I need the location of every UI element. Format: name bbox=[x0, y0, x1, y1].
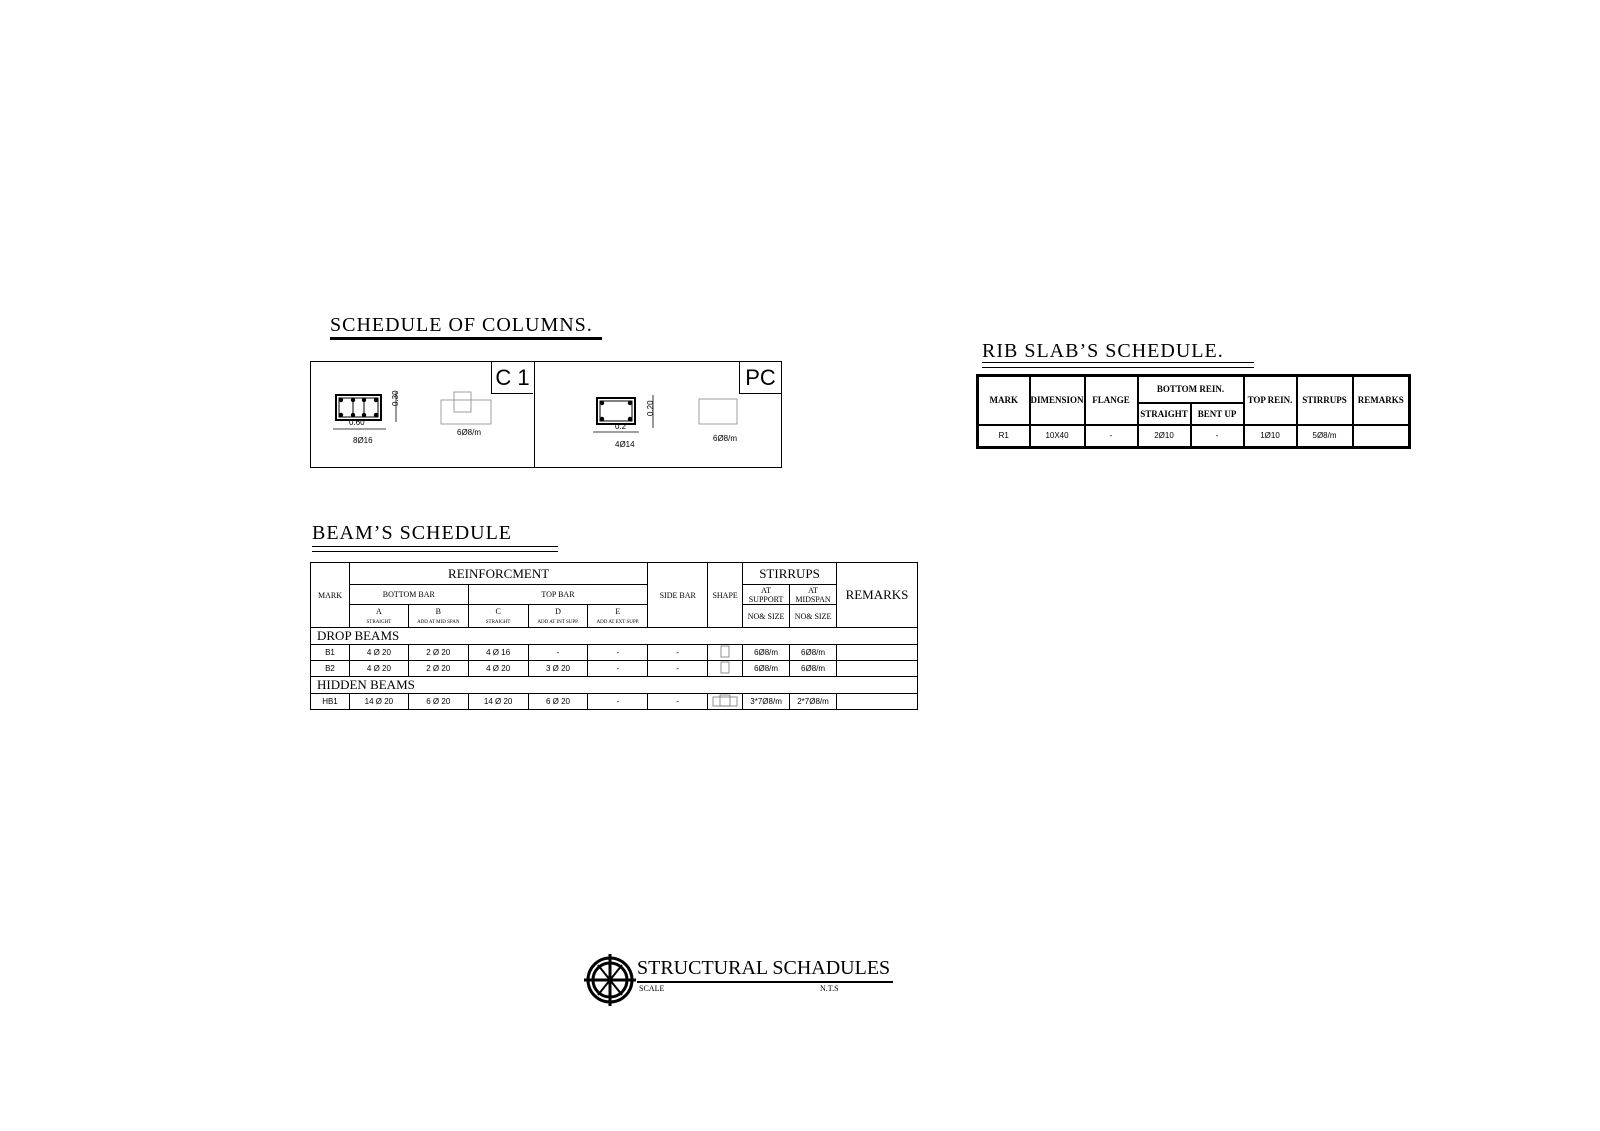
beam-header-c: C bbox=[468, 605, 528, 618]
beam-d: 3 Ø 20 bbox=[528, 661, 588, 677]
beam-header-b: B bbox=[408, 605, 468, 618]
beam-remarks bbox=[837, 645, 918, 661]
beam-header-at-midspan: AT MIDSPAN bbox=[790, 585, 837, 605]
beam-header-e-sub: ADD AT EXT SUPP. bbox=[588, 618, 648, 628]
beam-b: 2 Ø 20 bbox=[408, 645, 468, 661]
table-row bbox=[311, 661, 918, 677]
beam-header-at-support: AT SUPPORT bbox=[743, 585, 790, 605]
beam-header-mark: MARK bbox=[311, 563, 350, 628]
beam-shape bbox=[708, 661, 743, 677]
beam-a: 14 Ø 20 bbox=[349, 694, 408, 710]
rib-dimension: 10X40 bbox=[1030, 425, 1085, 448]
beam-b: 6 Ø 20 bbox=[408, 694, 468, 710]
beam-shape-drawing bbox=[719, 645, 731, 658]
beam-b: 2 Ø 20 bbox=[408, 661, 468, 677]
beam-midspan: 2*7Ø8/m bbox=[790, 694, 837, 710]
beam-header-d-sub: ADD AT INT SUPP. bbox=[528, 618, 588, 628]
rib-header-top-rein: TOP REIN. bbox=[1244, 376, 1297, 425]
title-block-logo bbox=[583, 953, 637, 1007]
rib-header-straight: STRAIGHT bbox=[1138, 403, 1191, 425]
beam-group-drop: DROP BEAMS bbox=[311, 628, 918, 645]
beam-a: 4 Ø 20 bbox=[349, 645, 408, 661]
rib-header-stirrups: STIRRUPS bbox=[1297, 376, 1353, 425]
column-c1-bars: 8Ø16 bbox=[353, 436, 373, 445]
beam-header-c-sub: STRAIGHT bbox=[468, 618, 528, 628]
beam-midspan: 6Ø8/m bbox=[790, 645, 837, 661]
rib-straight: 2Ø10 bbox=[1138, 425, 1191, 448]
beam-midspan: 6Ø8/m bbox=[790, 661, 837, 677]
columns-title: SCHEDULE OF COLUMNS. bbox=[330, 314, 593, 336]
beam-mark: HB1 bbox=[311, 694, 350, 710]
rib-mark: R1 bbox=[978, 425, 1030, 448]
rib-header-mark: MARK bbox=[978, 376, 1030, 425]
rib-header-flange: FLANGE bbox=[1085, 376, 1138, 425]
beam-side: - bbox=[648, 694, 708, 710]
beam-a: 4 Ø 20 bbox=[349, 661, 408, 677]
beam-header-a: A bbox=[349, 605, 408, 618]
beam-e: - bbox=[588, 661, 648, 677]
beam-d: - bbox=[528, 645, 588, 661]
rib-header-remarks: REMARKS bbox=[1353, 376, 1410, 425]
rib-header-dimension: DIMENSION bbox=[1030, 376, 1085, 425]
beam-side: - bbox=[648, 645, 708, 661]
beam-header-stirrups: STIRRUPS bbox=[743, 563, 837, 585]
columns-title-underline bbox=[330, 337, 602, 340]
title-block-scale-value: N.T.S bbox=[820, 984, 839, 993]
beam-header-side-bar: SIDE BAR bbox=[648, 563, 708, 628]
beam-header-d: D bbox=[528, 605, 588, 618]
beam-support: 6Ø8/m bbox=[743, 645, 790, 661]
beam-shape bbox=[708, 645, 743, 661]
table-row bbox=[311, 694, 918, 710]
beam-remarks bbox=[837, 694, 918, 710]
beam-header-no-size-support: NO& SIZE bbox=[743, 605, 790, 628]
beam-shape bbox=[708, 694, 743, 710]
table-row bbox=[978, 425, 1410, 448]
beam-group-hidden: HIDDEN BEAMS bbox=[311, 677, 918, 694]
beam-c: 4 Ø 20 bbox=[468, 661, 528, 677]
beam-shape-drawing bbox=[719, 661, 731, 674]
beam-e: - bbox=[588, 645, 648, 661]
column-pc-bars: 4Ø14 bbox=[615, 440, 635, 449]
beams-title-underline-2 bbox=[312, 551, 558, 552]
column-pc-stirrups: 6Ø8/m bbox=[713, 434, 738, 443]
title-block-title: STRUCTURAL SCHADULES bbox=[637, 957, 891, 979]
beam-e: - bbox=[588, 694, 648, 710]
rib-title-underline-2 bbox=[982, 367, 1254, 368]
column-pc-height: 0.20 bbox=[646, 400, 655, 416]
column-tag-pc: PC bbox=[739, 362, 781, 394]
beams-title: BEAM’S SCHEDULE bbox=[312, 522, 513, 544]
beam-header-shape: SHAPE bbox=[708, 563, 743, 628]
beam-header-b-sub: ADD AT MID SPAN bbox=[408, 618, 468, 628]
rib-title-underline bbox=[982, 362, 1254, 363]
beam-side: - bbox=[648, 661, 708, 677]
beam-c: 4 Ø 16 bbox=[468, 645, 528, 661]
rib-bent-up: - bbox=[1191, 425, 1244, 448]
rib-schedule-table bbox=[976, 374, 1411, 449]
title-block-scale-label: SCALE bbox=[639, 984, 665, 993]
beam-shape-drawing bbox=[712, 694, 738, 707]
table-row bbox=[311, 645, 918, 661]
beam-support: 6Ø8/m bbox=[743, 661, 790, 677]
beam-c: 14 Ø 20 bbox=[468, 694, 528, 710]
beam-header-a-sub: STRAIGHT bbox=[349, 618, 408, 628]
rib-flange: - bbox=[1085, 425, 1138, 448]
column-c1-height: 0.30 bbox=[391, 390, 400, 406]
beams-title-underline bbox=[312, 546, 558, 547]
beam-header-remarks: REMARKS bbox=[837, 563, 918, 628]
beam-mark: B1 bbox=[311, 645, 350, 661]
beams-schedule-table bbox=[310, 562, 918, 710]
rib-header-bottom-rein: BOTTOM REIN. bbox=[1138, 376, 1244, 403]
column-c1-width: 0.60 bbox=[349, 418, 365, 427]
rib-stirrups: 5Ø8/m bbox=[1297, 425, 1353, 448]
beam-header-no-size-midspan: NO& SIZE bbox=[790, 605, 837, 628]
column-tag-c1: C 1 bbox=[491, 362, 533, 394]
beam-support: 3*7Ø8/m bbox=[743, 694, 790, 710]
rib-header-bent-up: BENT UP bbox=[1191, 403, 1244, 425]
beam-header-e: E bbox=[588, 605, 648, 618]
beam-header-top-bar: TOP BAR bbox=[468, 585, 648, 605]
rib-remarks bbox=[1353, 425, 1410, 448]
column-c1-section-drawing bbox=[311, 362, 533, 467]
beam-header-bottom-bar: BOTTOM BAR bbox=[349, 585, 468, 605]
rib-top-rein: 1Ø10 bbox=[1244, 425, 1297, 448]
beam-header-reinforcement: REINFORCMENT bbox=[349, 563, 647, 585]
column-pc-section-drawing bbox=[535, 362, 781, 467]
column-pc-width: 0.2 bbox=[615, 422, 627, 431]
title-block-underline bbox=[637, 981, 893, 983]
rib-title: RIB SLAB’S SCHEDULE. bbox=[982, 340, 1224, 362]
beam-mark: B2 bbox=[311, 661, 350, 677]
columns-schedule bbox=[310, 361, 782, 468]
beam-remarks bbox=[837, 661, 918, 677]
column-c1-stirrups: 6Ø8/m bbox=[457, 428, 482, 437]
beam-d: 6 Ø 20 bbox=[528, 694, 588, 710]
